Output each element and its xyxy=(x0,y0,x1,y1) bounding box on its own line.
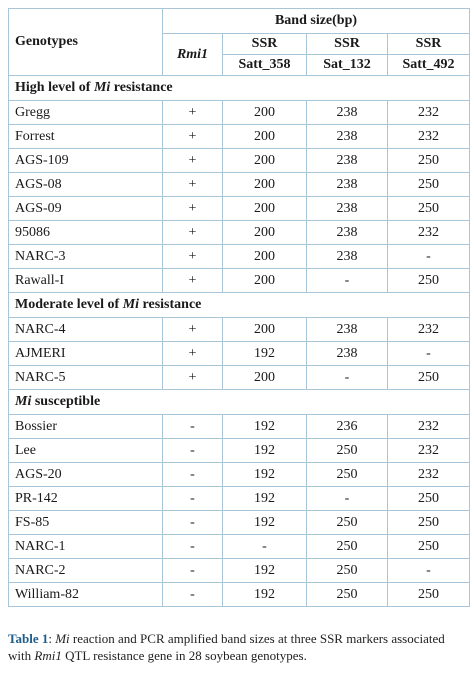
group-heading xyxy=(9,76,470,101)
cell-sat-132: - xyxy=(307,366,388,390)
table-row xyxy=(9,197,470,221)
cell-satt-358: 200 xyxy=(223,101,307,125)
cell-genotype: FS-85 xyxy=(9,511,163,535)
cell-sat-132: 250 xyxy=(307,559,388,583)
cell-genotype: NARC-3 xyxy=(9,245,163,269)
cell-satt-358: 200 xyxy=(223,221,307,245)
cell-rmi1: + xyxy=(163,318,223,342)
cell-genotype: Rawall-I xyxy=(9,269,163,293)
cell-satt-492: 250 xyxy=(388,487,470,511)
cell-sat-132: 238 xyxy=(307,173,388,197)
table-row xyxy=(9,463,470,487)
cell-genotype: Bossier xyxy=(9,415,163,439)
header-marker-1: Satt_358 xyxy=(223,55,307,76)
cell-rmi1: - xyxy=(163,535,223,559)
header-ssr-3: SSR xyxy=(388,34,470,55)
cell-satt-358: 192 xyxy=(223,463,307,487)
cell-rmi1: + xyxy=(163,342,223,366)
caption-label: Table 1 xyxy=(8,631,49,646)
group-header-row xyxy=(9,293,470,318)
cell-rmi1: + xyxy=(163,173,223,197)
table-body xyxy=(9,76,470,607)
cell-genotype: NARC-2 xyxy=(9,559,163,583)
cell-satt-492: 232 xyxy=(388,125,470,149)
group-heading xyxy=(9,293,470,318)
cell-rmi1: + xyxy=(163,125,223,149)
cell-rmi1: - xyxy=(163,583,223,607)
cell-satt-358: 192 xyxy=(223,439,307,463)
header-rmi1: Rmi1 xyxy=(163,34,223,76)
cell-sat-132: - xyxy=(307,487,388,511)
group-heading-suffix: resistance xyxy=(110,80,173,95)
cell-satt-358: 200 xyxy=(223,318,307,342)
cell-sat-132: 238 xyxy=(307,125,388,149)
group-header-row xyxy=(9,76,470,101)
cell-genotype: Gregg xyxy=(9,101,163,125)
cell-rmi1: - xyxy=(163,463,223,487)
cell-rmi1: - xyxy=(163,559,223,583)
cell-sat-132: 238 xyxy=(307,101,388,125)
group-header-row xyxy=(9,390,470,415)
cell-rmi1: - xyxy=(163,511,223,535)
table-row xyxy=(9,583,470,607)
cell-genotype: William-82 xyxy=(9,583,163,607)
cell-satt-492: 250 xyxy=(388,173,470,197)
cell-sat-132: 250 xyxy=(307,583,388,607)
header-ssr-1: SSR xyxy=(223,34,307,55)
cell-satt-358: 200 xyxy=(223,125,307,149)
cell-satt-492: 232 xyxy=(388,221,470,245)
table-row xyxy=(9,101,470,125)
cell-genotype: AGS-08 xyxy=(9,173,163,197)
table-row xyxy=(9,487,470,511)
table-row xyxy=(9,221,470,245)
table-row xyxy=(9,269,470,293)
cell-sat-132: 250 xyxy=(307,439,388,463)
cell-satt-492: 250 xyxy=(388,535,470,559)
cell-satt-358: 200 xyxy=(223,173,307,197)
table-row xyxy=(9,366,470,390)
cell-rmi1: - xyxy=(163,439,223,463)
cell-satt-358: 200 xyxy=(223,197,307,221)
cell-satt-358: 192 xyxy=(223,559,307,583)
cell-satt-492: 250 xyxy=(388,269,470,293)
band-size-table xyxy=(8,8,470,607)
header-marker-3: Satt_492 xyxy=(388,55,470,76)
table-row xyxy=(9,173,470,197)
caption-text-2: QTL resistance gene in 28 soybean genotypes. xyxy=(61,648,307,663)
cell-sat-132: 250 xyxy=(307,535,388,559)
cell-satt-358: 192 xyxy=(223,583,307,607)
header-ssr-2: SSR xyxy=(307,34,388,55)
cell-genotype: AJMERI xyxy=(9,342,163,366)
table-row xyxy=(9,342,470,366)
cell-sat-132: 250 xyxy=(307,463,388,487)
cell-satt-358: 192 xyxy=(223,415,307,439)
cell-satt-492: 250 xyxy=(388,583,470,607)
cell-satt-358: 200 xyxy=(223,366,307,390)
cell-sat-132: 238 xyxy=(307,318,388,342)
cell-sat-132: - xyxy=(307,269,388,293)
cell-satt-358: 200 xyxy=(223,269,307,293)
cell-rmi1: - xyxy=(163,415,223,439)
group-heading-mi: Mi xyxy=(15,394,32,409)
cell-satt-492: 232 xyxy=(388,318,470,342)
cell-satt-492: - xyxy=(388,559,470,583)
cell-sat-132: 238 xyxy=(307,245,388,269)
cell-sat-132: 250 xyxy=(307,511,388,535)
cell-genotype: Lee xyxy=(9,439,163,463)
group-heading-prefix: Moderate level of xyxy=(15,297,123,312)
cell-genotype: AGS-09 xyxy=(9,197,163,221)
cell-rmi1: - xyxy=(163,487,223,511)
cell-satt-358: - xyxy=(223,535,307,559)
caption-rmi1: Rmi1 xyxy=(34,648,62,663)
cell-rmi1: + xyxy=(163,101,223,125)
cell-satt-492: - xyxy=(388,245,470,269)
cell-genotype: PR-142 xyxy=(9,487,163,511)
cell-genotype: NARC-5 xyxy=(9,366,163,390)
cell-rmi1: + xyxy=(163,197,223,221)
cell-satt-358: 192 xyxy=(223,342,307,366)
caption-text-1: reaction and PCR amplified band sizes at three SSR markers associated with xyxy=(8,631,445,663)
table-row xyxy=(9,149,470,173)
group-heading-mi: Mi xyxy=(93,80,111,95)
header-genotypes: Genotypes xyxy=(9,9,163,76)
cell-rmi1: + xyxy=(163,366,223,390)
table-row xyxy=(9,511,470,535)
cell-genotype: Forrest xyxy=(9,125,163,149)
cell-satt-358: 192 xyxy=(223,487,307,511)
cell-sat-132: 236 xyxy=(307,415,388,439)
table-caption xyxy=(8,630,468,664)
header-marker-2: Sat_132 xyxy=(307,55,388,76)
table-row xyxy=(9,245,470,269)
cell-satt-492: 250 xyxy=(388,511,470,535)
caption-separator: : xyxy=(48,631,56,646)
cell-genotype: NARC-1 xyxy=(9,535,163,559)
cell-satt-492: 232 xyxy=(388,415,470,439)
cell-satt-492: 250 xyxy=(388,149,470,173)
cell-rmi1: + xyxy=(163,221,223,245)
table-row xyxy=(9,318,470,342)
cell-rmi1: + xyxy=(163,269,223,293)
cell-satt-358: 200 xyxy=(223,149,307,173)
cell-rmi1: + xyxy=(163,149,223,173)
cell-sat-132: 238 xyxy=(307,149,388,173)
cell-genotype: 95086 xyxy=(9,221,163,245)
table-row xyxy=(9,439,470,463)
cell-satt-492: 232 xyxy=(388,463,470,487)
table-row xyxy=(9,535,470,559)
cell-genotype: NARC-4 xyxy=(9,318,163,342)
group-heading-mi: Mi xyxy=(122,297,140,312)
cell-satt-358: 200 xyxy=(223,245,307,269)
cell-satt-492: 250 xyxy=(388,197,470,221)
table-row xyxy=(9,559,470,583)
cell-satt-358: 192 xyxy=(223,511,307,535)
group-heading-suffix: resistance xyxy=(139,297,202,312)
cell-genotype: AGS-20 xyxy=(9,463,163,487)
cell-genotype: AGS-109 xyxy=(9,149,163,173)
cell-satt-492: - xyxy=(388,342,470,366)
cell-satt-492: 232 xyxy=(388,439,470,463)
group-heading xyxy=(9,390,470,415)
header-band-size: Band size(bp) xyxy=(163,9,470,34)
cell-sat-132: 238 xyxy=(307,342,388,366)
cell-satt-492: 250 xyxy=(388,366,470,390)
group-heading-suffix: susceptible xyxy=(31,394,101,409)
cell-sat-132: 238 xyxy=(307,197,388,221)
cell-sat-132: 238 xyxy=(307,221,388,245)
cell-satt-492: 232 xyxy=(388,101,470,125)
table-row xyxy=(9,415,470,439)
table-row xyxy=(9,125,470,149)
group-heading-prefix: High level of xyxy=(15,80,94,95)
caption-mi: Mi xyxy=(55,631,70,646)
cell-rmi1: + xyxy=(163,245,223,269)
